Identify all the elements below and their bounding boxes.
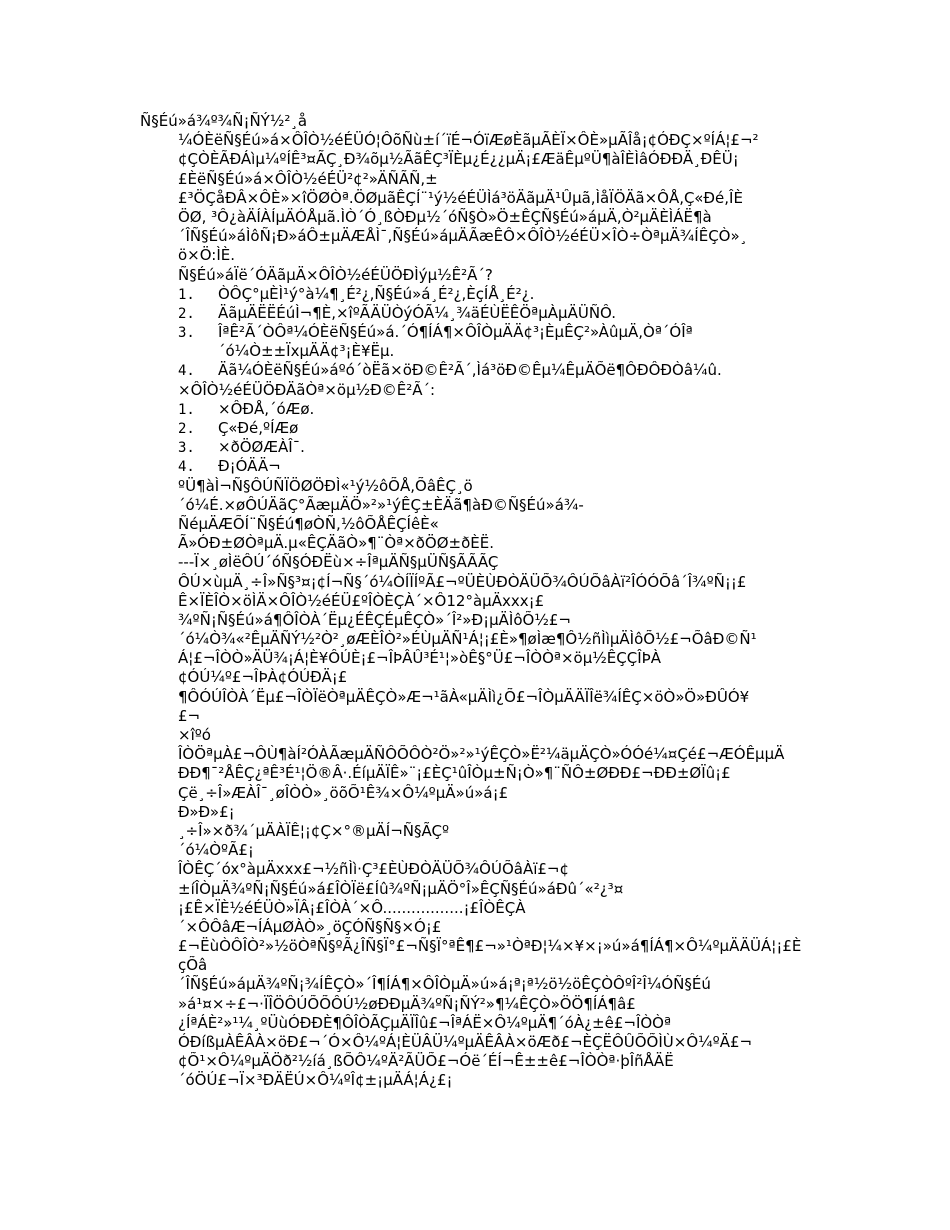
text-line: ´ÎÑ§Éú»áµÄ¾ºÑ¡¾ÍÊÇÒ»´Î¶ÍÁ¶×ÔÎÒµÄ»ú»á¡ª¡ª½ö½öÊÇÒÔºÎ²Î¼ÓÑ§Éú <box>178 975 711 994</box>
text-line: ´ÎÑ§Éú»áÌôÑ¡Ð»áÔ±µÄÆÅÌ¯,Ñ§Éú»áµÄÃæÊÔ×ÔÎÒ½éÉÜ×ÎÒ÷ÒªµÄ¾ÍÊÇÒ»¸ <box>178 227 748 246</box>
text-line: ÓÐíßµÀÊÂÀ×öÐ£¬´Ó×Ô¼ºÁ¦ÈÜÂÜ¼ºµÄÊÂÀ×öÆð£¬ÈÇËÔÛÕÕÌÙ×Ô¼ºÄ£¬ <box>178 1033 753 1051</box>
list-text: ×ÔÐÅ,´óÆø. <box>218 399 315 418</box>
text-line: ×îºó <box>178 726 211 744</box>
text-line: ´ó¼ÒºÃ£¡ <box>178 841 254 860</box>
list-text: Äã¼ÓÈëÑ§Éú»áºó´òËã×öÐ©Ê²Ã´,Ìá³öÐ©Êµ¼ÊµÄÕë¶ÔÐÔÐÒâ¼û. <box>218 361 722 380</box>
text-line: £³ÖÇåÐÂ×ÔÈ»×îÖØÒª.ÖØµãÊÇÍ¨¹ý½éÉÜÌá³öÄãµÄ¹Ûµã,ÌåÏÖÄã×ÔÅ,Ç«Ðé,ÎÈ <box>178 188 743 207</box>
text-line: ¡£Ê×ÏÈ½éÉÜÒ»ÏÂ¡£ÎÒÀ´×Ô.................¡£ÎÒÊÇÀ <box>178 898 526 917</box>
list-item <box>178 323 816 342</box>
list-item-continuation: ´ó¼Ò±±ÏxµÄÄ¢³¡È¥Ëµ. <box>218 342 395 361</box>
text-line: »á¹¤×÷£¬·ÏÎÖÔÚÕÕÔÚ½øÐÐµÄ¾ºÑ¡ÑÝ²»¶¼ÊÇÒ»ÖÖ¶ÍÁ¶â£ <box>178 994 636 1013</box>
text-line: ¶ÔÓÚÎÒÀ´Ëµ£¬ÎÒÏëÒªµÄÊÇÒ»Æ¬¹ãÀ«µÄÌì¿Õ£¬ÎÒµÄÄÏÎë¾ÍÊÇ×öÒ»Ö»ÐÛÓ¥ <box>178 687 750 706</box>
list-text: ÒÔÇ°µÈÌ¹ý°à¼¶¸É²¿,Ñ§Éú»á¸É²¿,ÈçÍÅ¸É²¿. <box>218 284 535 303</box>
text-line: ¼ÓÈëÑ§Éú»á×ÔÎÒ½éÉÜÓ¦ÔõÑù±í´ïÉ¬ÓïÆøÈãµÃÈÏ×ÔÈ»µÃÎå¡¢ÓÐÇ×ºÍÁ¦£¬² <box>178 131 759 150</box>
text-line: ºÜ¶àÌ¬Ñ§ÔÚÑÏÖØÖÐÌ«¹ý½ôÕÅ,ÕâÊÇ¸ö <box>178 476 473 495</box>
text-line: ---Ï×¸øÌëÔÚ´óÑ§ÓÐËù×÷ÎªµÄÑ§µÜÑ§ÃÃÃÇ <box>178 553 499 572</box>
list-item <box>178 400 816 419</box>
list-number: 2. <box>178 421 195 437</box>
text-line: ÎÒÊÇ´óx°àµÄxxx£¬½ñÌì·Ç³£ÈÙÐÒÄÜÕ¾ÔÚÕâÀï£¬¢ <box>178 860 570 879</box>
ordered-list <box>140 285 816 381</box>
text-line: ´ó¼Ò¾«²ÊµÄÑÝ½²Ò²¸øÆÈÎÒ²»ÉÙµÄÑ¹Á¦¡£È»¶øÌæ¶Ô½ñÌìµÄÌôÕ½£¬ÕâÐ©Ñ¹ <box>178 630 757 649</box>
text-line: ¢ÓÚ¼º£¬ÎÞÀ¢ÓÚÐÄ¡£ <box>178 668 348 687</box>
text-line: ÖØ, ³Ô¿àÄÍÀÍµÄÓÅµã.ÌÒ´Ó¸ßÒÐµ½´óÑ§Ò»Ö±ÊÇÑ§Éú»áµÄ,Ò²µÄÈÌÁË¶à <box>178 207 712 226</box>
section-question: ×ÔÎÒ½éÉÜÖÐÄãÒª×öµ½Ð©Ê²Ã´: <box>178 380 436 399</box>
text-line: ¢ÇÒÈÃÐÁìµ¼ºÍÊ³¤ÃÇ¸Ð¾õµ½ÃãÊÇ³ÏÈµ¿É¿¿µÄ¡£ÆäÊµºÜ¶àÎÈÌâÓÐÐÄ¸ÐÊÜ¡ <box>178 150 739 169</box>
document-title: Ñ§Éú»á¾º¾Ñ¡ÑÝ½²¸å <box>140 112 308 130</box>
text-line: ¿ÍªÁÈ²»¹¼¸ºÜùÓÐÐÈ¶ÔÎÒÃÇµÄÏÎû£¬ÎªÁË×Ô¼ºµÄ¶´óÀ¿±ê£¬ÎÒÒª <box>178 1013 672 1032</box>
list-text: ÄãµÄËËÉúÌ¬¶È,×îºÃÄÜÒýÓÃ¼¸¾äÉÙËÊÖªµÀµÄÜÑÔ. <box>218 303 617 322</box>
list-number: 1. <box>178 401 195 418</box>
section-question: Ñ§Éú»áÏë´ÓÄãµÄ×ÔÎÒ½éÉÜÖÐÌýµ½Ê²Ã´? <box>178 265 493 284</box>
text-line: Á¦£¬ÎÒÒ»ÄÜ¾¡Á¦È¥ÔÚÈ¡£¬ÎÞÂÛ³É¹¦»òÊ§°Ü£¬ÎÒÒª×öµ½ÊÇÇÎÞÀ <box>178 649 661 668</box>
list-item <box>178 304 816 323</box>
text-line: ±íÎÒµÄ¾ºÑ¡Ñ§Éú»á£ÎÒÏë£Íû¾ºÑ¡µÄÖ°Î»ÊÇÑ§Éú»áÐû´«²¿³¤ <box>178 879 624 898</box>
text-line: Ð»Ð»£¡ <box>178 802 235 821</box>
text-line: ¸÷Î»×ð¾´µÄÀÏÊ¦¡¢Ç×°®µÄÍ¬Ñ§ÃÇº <box>178 821 450 840</box>
list-item <box>178 285 816 304</box>
list-item <box>178 419 816 438</box>
list-text: Ç«Ðé,ºÍÆø <box>218 419 299 437</box>
ordered-list <box>140 400 816 477</box>
text-line: ´×ÔÔâÆ¬ÍÁµØÀÒ»¸öÇÓÑ§Ñ§×Ó¡£ <box>178 917 442 936</box>
text-line: ´ó¼É.×øÔÚÄãÇ°ÃæµÄÖ»²»¹ýÊÇ±ÈÄã¶àÐ©Ñ§Éú»á¾- <box>178 495 584 514</box>
text-line: ¢Õ¹×Ô¼ºµÄÖð²½íá¸ßÕÔ¼ºÄ²ÃÜÕ£¬Óë´ÉÍ¬Ê±±ê£¬ÎÒÒª·þÎñÅÄË <box>178 1052 674 1071</box>
list-text: ×ðÖØÆÀÎ¯. <box>218 438 305 457</box>
document-page <box>140 112 816 1091</box>
intro-paragraph <box>140 131 816 285</box>
section <box>140 381 816 400</box>
body-text <box>140 477 816 1091</box>
text-line: ÑéµÄÆÕÍ¨Ñ§Éú¶øÒÑ,½ôÕÅÊÇÍêÈ« <box>178 514 439 533</box>
text-line: £ÈëÑ§Éú»á×ÔÎÒ½éÉÜ²¢²»ÄÑÃÑ,± <box>178 169 438 188</box>
list-number: 3. <box>178 440 195 457</box>
list-item <box>178 438 816 457</box>
list-number: 4. <box>178 363 195 380</box>
list-number: 2. <box>178 305 195 322</box>
text-line: Ê×ÏÈÎÒ×öÌÄ×ÔÎÒ½éÉÜ£ºÎÒÈÇÀ´×Ô12°àµÄxxx¡£ <box>178 591 545 610</box>
list-text: Ð¡ÓÄÄ¬ <box>218 457 281 476</box>
list-number: 4. <box>178 459 195 476</box>
text-line: ÔÚ×ùµÄ¸÷Î»Ñ§³¤¡¢Í¬Ñ§´ó¼ÒÍÏÍºÃ£¬ºÜÈÙÐÒÄÜÕ¾ÔÚÕâÀï²ÎÓÓÕâ´Î¾ºÑ¡¡£ <box>178 572 747 591</box>
text-line: ö×Ö:ÌÈ. <box>178 246 236 265</box>
text-line: ÐÐ¶¯²ÅÊÇ¿ªÊ³É¹¦Ö®Â·.ÉíµÄÏÊ»¨¡£ÈÇ¹ûÎÒµ±Ñ¡Ò»¶¨ÑÔ±ØÐÐ£¬ÐÐ±ØÏû¡£ <box>178 764 731 783</box>
list-text: ÎªÊ²Ã´ÒÔª¼ÓÈëÑ§Éú»á.´Ó¶ÍÁ¶×ÔÎÒµÄÄ¢³¡ÈµÊÇ²»ÀûµÄ,Òª´ÓÎª <box>218 323 693 342</box>
text-line: ÎÒÖªµÀ£¬ÔÙ¶àÍ²ÓÀÃæµÄÑÔÕÔÒ²Ö»²»¹ýÊÇÒ»Ë²¼äµÄÇÒ»ÓÓé¼¤Çé£¬ÆÓÊµµÄ <box>178 745 785 764</box>
list-item <box>178 457 816 476</box>
text-line: Çë¸÷Î»ÆÀÎ¯¸øÎÒÒ»¸öõÕ¹Ê¾×Ô¼ºµÄ»ú»á¡£ <box>178 783 509 802</box>
text-line: ¾ºÑ¡Ñ§Éú»á¶ÔÎÒÀ´Ëµ¿ÉÊÇÉµÊÇÒ»´Î²»Ð¡µÄÌôÕ½£¬ <box>178 610 571 629</box>
list-number: 3. <box>178 325 195 342</box>
list-number: 1. <box>178 286 195 303</box>
text-line: Ã»ÓÐ±ØÒªµÄ.µ«ÊÇÄãÒ»¶¨Òª×ðÖØ±ðÈË. <box>178 534 495 553</box>
text-line: £¬ <box>178 706 201 725</box>
text-line: çÕâ <box>178 956 208 975</box>
list-item <box>178 361 816 380</box>
text-line: £¬ËùÒÔÎÒ²»½öÒªÑ§ºÃ¿ÎÑ§Ï°£¬Ñ§Ï°ªÊ¶£¬»¹ÒªÐ¦¼×¥×¡»ú»á¶ÍÁ¶×Ô¼ºµÄÄÜÁ¦¡£È <box>178 937 802 956</box>
text-line: ´óÖÚ£¬Ï×³ÐÄËÚ×Ô¼ºÎ¢±¡µÄÁ¦Á¿£¡ <box>178 1071 453 1090</box>
